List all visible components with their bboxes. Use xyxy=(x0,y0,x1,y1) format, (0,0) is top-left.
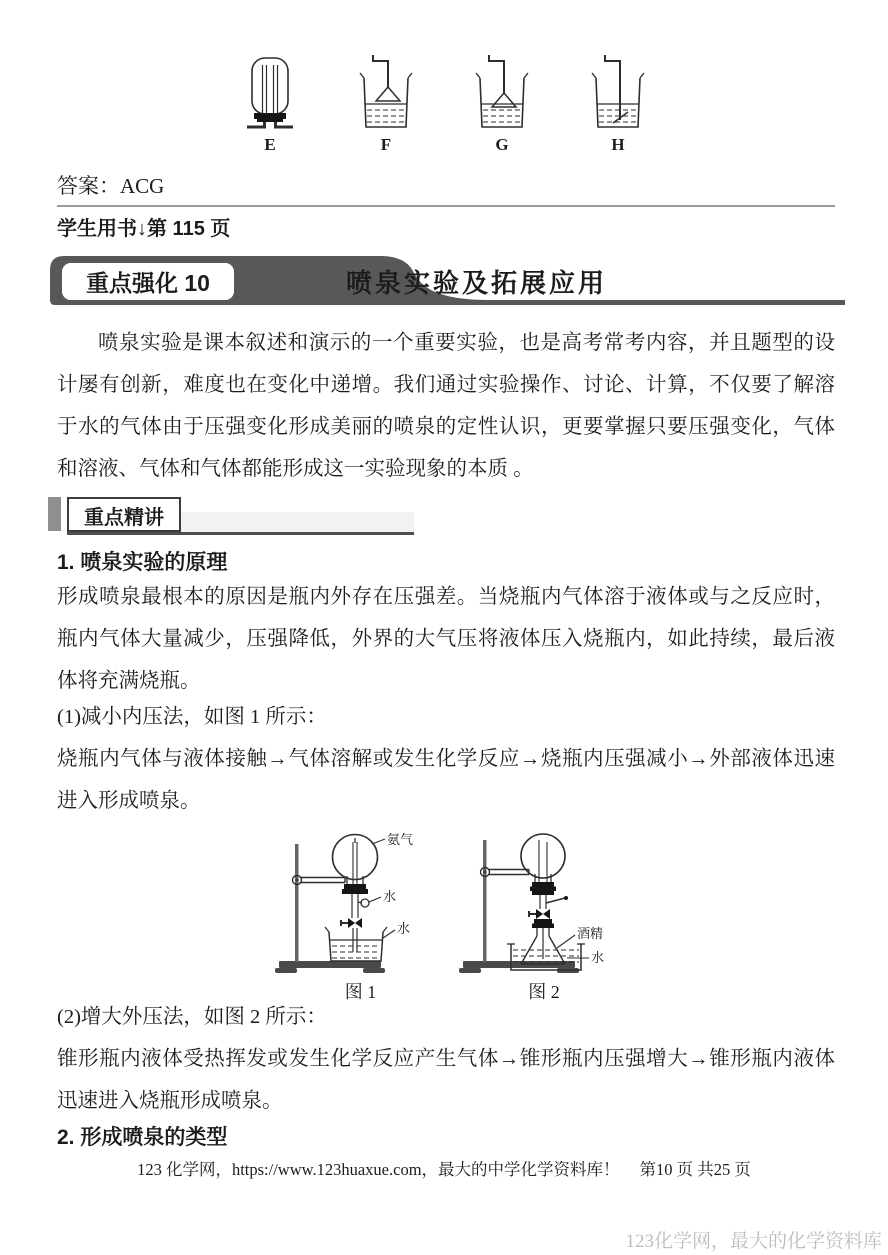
section-label: 重点精讲 xyxy=(67,497,181,532)
figure-2 xyxy=(455,830,620,1004)
fig1-label-water-dropper: 水 xyxy=(382,889,396,904)
apparatus-option-f xyxy=(351,52,421,155)
method1-body: 烧瓶内气体与液体接触→气体溶解或发生化学反应→烧瓶内压强减小→外部液体迅速进入形成喷泉。 xyxy=(57,748,835,812)
method2-block xyxy=(57,996,835,1122)
apparatus-label-h: H xyxy=(611,135,625,154)
fountain-setup-flask-diagram xyxy=(269,830,439,976)
banner-badge: 重点强化 10 xyxy=(62,263,234,300)
tube-into-liquid-diagram xyxy=(583,52,653,132)
apparatus-option-e xyxy=(235,56,305,155)
figure1-caption: 图 1 xyxy=(344,982,377,1002)
section-banner xyxy=(50,256,845,310)
apparatus-option-h xyxy=(583,52,653,155)
heading-fountain-types: 2. 形成喷泉的类型 xyxy=(57,1126,228,1149)
answer-text: 答案：ACG xyxy=(57,174,165,198)
key-points-header xyxy=(48,497,414,535)
student-book-reference: 学生用书↓第 115 页 xyxy=(57,218,231,240)
section-marker-bar xyxy=(48,497,61,531)
method2-body: 锥形瓶内液体受热挥发或发生化学反应产生气体→锥形瓶内压强增大→锥形瓶内液体迅速进入烧瓶形成喷泉。 xyxy=(57,1048,835,1112)
method1-title: (1)减小内压法，如图 1 所示： xyxy=(57,706,327,728)
apparatus-options-row xyxy=(0,52,888,155)
apparatus-option-g xyxy=(467,52,537,155)
watermark-text: 123化学网，最大的化学资料库 xyxy=(625,1231,882,1252)
intro-paragraph: 喷泉实验是课本叙述和演示的一个重要实验，也是高考常考内容，并且题型的设计屡有创新，难度也在变化中递增。我们通过实验操作、讨论、计算，不仅要了解溶于水的气体由于压强变化形成美丽的喷泉的定性认识，更要掌握只要压强变化，气体和溶液、气体和气体都能形成这一实验现象的本质 。 xyxy=(57,332,835,480)
footer-page-number: 第10 页 共25 页 xyxy=(639,1160,751,1179)
principle-paragraph: 形成喷泉最根本的原因是瓶内外存在压强差。当烧瓶内气体溶于液体或与之反应时，瓶内气体大量减少，压强降低，外界的大气压将液体压入烧瓶内，如此持续，最后液体将充满烧瓶。 xyxy=(57,586,835,692)
banner-title: 喷泉实验及拓展应用 xyxy=(346,268,608,298)
page-footer xyxy=(0,1156,888,1180)
figures-row xyxy=(0,830,888,1004)
apparatus-label-e: E xyxy=(264,135,276,154)
funnel-above-liquid-diagram xyxy=(351,52,421,132)
footer-site-text: 123 化学网，https://www.123huaxue.com，最大的中学化学资料库！ xyxy=(137,1160,620,1179)
apparatus-label-f: F xyxy=(380,135,392,154)
method2-title: (2)增大外压法，如图 2 所示： xyxy=(57,1006,327,1028)
fig1-label-ammonia-gas: 氨气 xyxy=(386,832,413,847)
fig2-label-alcohol: 酒精 xyxy=(576,926,603,941)
apparatus-label-g: G xyxy=(495,135,509,154)
divider-rule xyxy=(57,205,835,207)
fountain-setup-conical-flask-diagram xyxy=(455,830,620,976)
figure2-caption: 图 2 xyxy=(528,982,560,1002)
heading-principle: 1. 喷泉实验的原理 xyxy=(57,551,228,574)
section-underline xyxy=(67,532,414,535)
method1-block xyxy=(57,696,835,822)
fig2-label-water: 水 xyxy=(590,950,604,965)
figure-1 xyxy=(269,830,439,1004)
funnel-touching-liquid-diagram xyxy=(467,52,537,132)
gas-bottle-diagram xyxy=(235,56,305,132)
fig1-label-water-beaker: 水 xyxy=(396,921,410,936)
